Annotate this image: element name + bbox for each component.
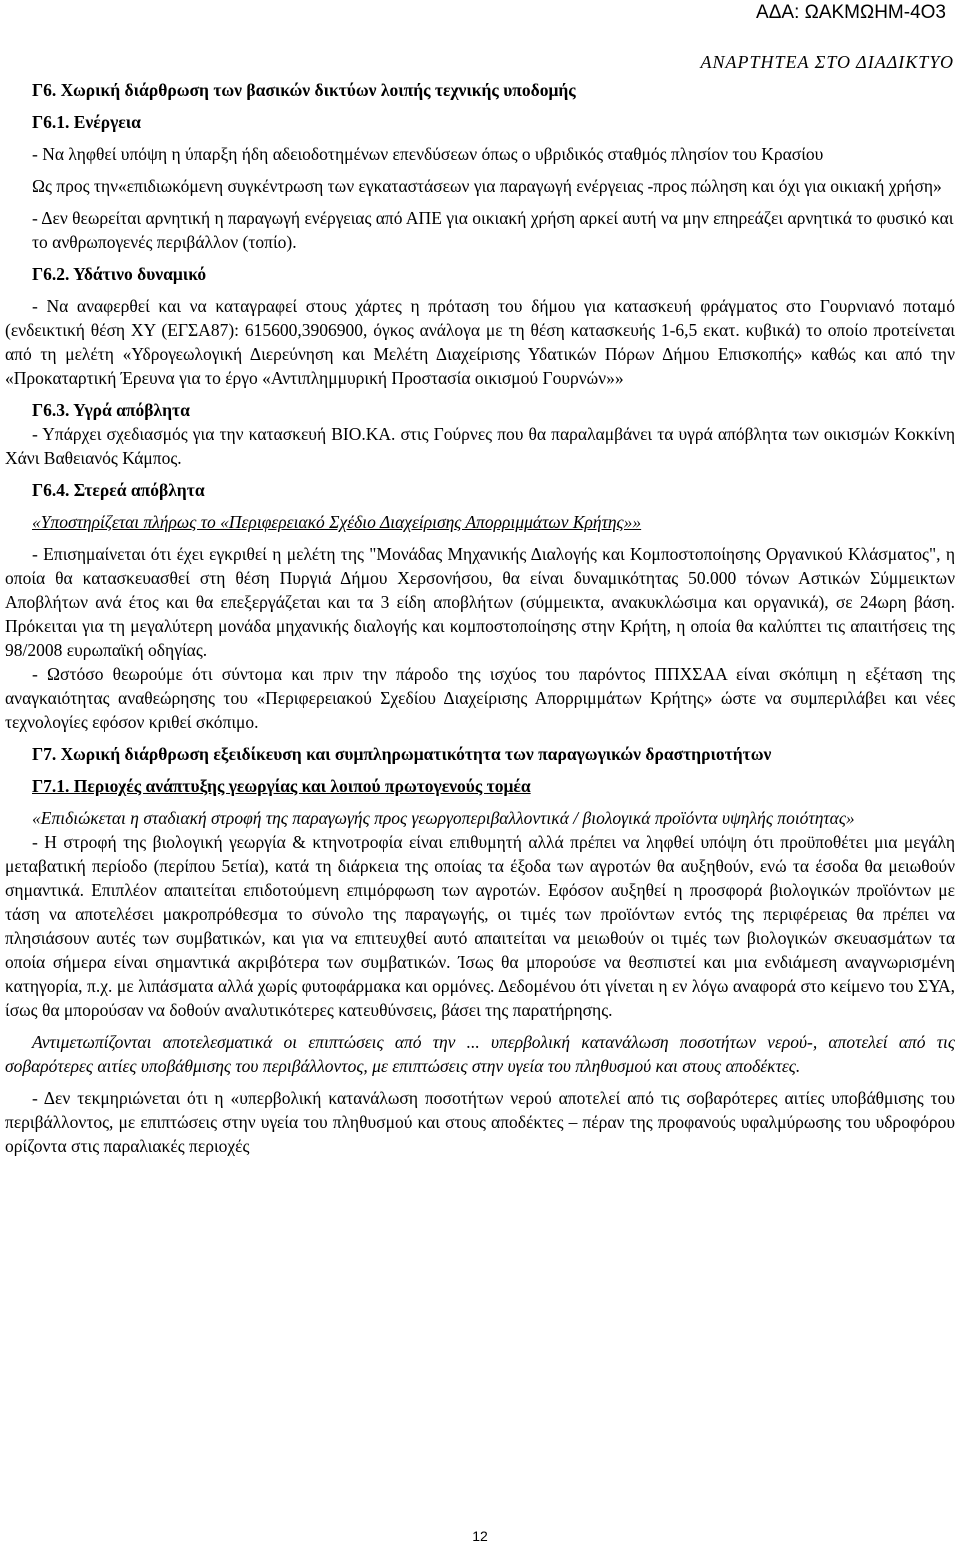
energy-paragraph-2: Ως προς την«επιδιωκόμενη συγκέντρωση των εγκαταστάσεων για παραγωγή ενέργειας -προς πώληση και όχι για οικιακή χρήση» (32, 176, 942, 196)
agriculture-paragraph-1: - Η στροφή της βιολογική γεωργία & κτηνοτροφία είναι επιθυμητή αλλά πρέπει να ληφθεί υπόψη ότι προϋποθέτει μια μεγάλη μεταβατική περίοδο (περίπου 5ετία), κατά τη διάρκεια της οποίας τα έξοδα των αγροτών θα αυξηθούν, ενώ τα έσοδα θα μειωθούν σημαντικά. Επιπλέον απαιτείται επιδοτούμενη επιμόρφωση των αγροτών. Εφόσον αυξηθεί η προσφορά βιολογικών προϊόντων με τάση να αποτελέσει μακροπρόθεσμα το σύνολο της παραγωγής, οι τιμές των προϊόντων εντός της περιφέρειας θα πρέπει να πλησιάσουν αυτές των συμβατικών, και για να επιτευχθεί αυτό απαιτείται να μειωθούν οι τιμές των βιολογικών σκευασμάτων τα οποία σήμερα είναι σημαντικά ακριβότερα των συμβατικών. Ίσως θα μπορούσε να θεσπιστεί και μια ενδιάμεση αναγνωρισμένη κατηγορία, π.χ. με λιπάσματα αλλά χωρίς φυτοφάρμακα και ορμόνες. Δεδομένου ότι γίνεται η εν λόγω αναφορά στο κείμενο του ΣΥΑ, ίσως θα μπορούσαν να δοθούν αναλυτικότερες κατευθύνσεις, βάσει της παρατήρησης. (5, 832, 955, 1020)
agriculture-paragraph-2: - Δεν τεκμηριώνεται ότι η «υπερβολική κατανάλωση ποσοτήτων νερού αποτελεί από τις σοβαρότερες αιτίες υποβάθμισης του περιβάλλοντος, με επιπτώσεις στην υγεία του πληθυσμού και στους αποδέκτες – πέραν της προφανούς υφαλμύρωσης του υδροφόρου ορίζοντα στις παραλιακές περιοχές (5, 1088, 955, 1156)
liquid-waste-paragraph: - Υπάρχει σχεδιασμός για την κατασκευή ΒΙΟ.ΚΑ. στις Γούρνες που θα παραλαμβάνει τα υγρά απόβλητα των οικισμών Κοκκίνη Χάνι Βαθειανός Κάμπος. (5, 424, 955, 468)
section-g6-4-title: Γ6.4. Στερεά απόβλητα (32, 480, 205, 500)
agriculture-quote-2: Αντιμετωπίζονται αποτελεσματικά οι επιπτώσεις από την ... υπερβολική κατανάλωση ποσοτήτων νερού-, αποτελεί από τις σοβαρότερες αιτίες υποβάθμισης του περιβάλλοντος, με επιπτώσεις στην υγεία του πληθυσμού και στους αποδέκτες. (5, 1032, 955, 1076)
posted-notice: ΑΝΑΡΤΗΤΕΑ ΣΤΟ ΔΙΑΔΙΚΤΥΟ (700, 52, 954, 72)
agriculture-quote: «Επιδιώκεται η σταδιακή στροφή της παραγωγής προς γεωργοπεριβαλλοντικά / βιολογικά προϊόντα υψηλής ποιότητας» (32, 808, 855, 828)
water-paragraph: - Να αναφερθεί και να καταγραφεί στους χάρτες η πρόταση του δήμου για κατασκευή φράγματος στο Γουρνιανό ποταμό (ενδεικτική θέση ΧΥ (ΕΓΣΑ87): 615600,3906900, όγκος ανάλογα με τη θέση κατασκευής 1-6,5 εκατ. κυβικά) το οποίο προτείνεται από τη μελέτη «Υδρογεωλογική Διερεύνηση και Μελέτη Διαχείρισης Υδατικών Πόρων Δήμου Επισκοπής» καθώς και από την «Προκαταρτική Έρευνα για το έργο «Αντιπλημμυρική Προστασία οικισμού Γουρνών»» (5, 296, 955, 388)
section-g6-2-title: Γ6.2. Υδάτινο δυναμικό (32, 264, 207, 284)
energy-paragraph-3: - Δεν θεωρείται αρνητική η παραγωγή ενέργειας από ΑΠΕ για οικιακή χρήση αρκεί αυτή να μην επηρεάζει αρνητικά το φυσικό και το ανθρωπογενές περιβάλλον (τοπίο). (32, 208, 954, 252)
energy-paragraph-1: - Να ληφθεί υπόψη η ύπαρξη ήδη αδειοδοτημένων επενδύσεων όπως ο υβριδικός σταθμός πλησίον του Κρασίου (32, 144, 824, 164)
section-g6-3-title: Γ6.3. Υγρά απόβλητα (32, 400, 190, 420)
ada-code: ΑΔΑ: ΩΑΚΜΩΗΜ-4Ο3 (756, 2, 946, 23)
section-g7-1-title: Γ7.1. Περιοχές ανάπτυξης γεωργίας και λοιπού πρωτογενούς τομέα (32, 776, 531, 796)
section-g6-title: Γ6. Χωρική διάρθρωση των βασικών δικτύων λοιπής τεχνικής υποδομής (32, 80, 576, 100)
solid-waste-paragraph-2: - Ωστόσο θεωρούμε ότι σύντομα και πριν την πάροδο της ισχύος του παρόντος ΠΠΧΣΑΑ είναι σκόπιμη η εξέταση της αναγκαιότητας αναθεώρησης του «Περιφερειακού Σχεδίου Διαχείρισης Απορριμμάτων Κρήτης» ώστε να συμπεριλάβει και νέες τεχνολογίες εφόσον κριθεί σκόπιμο. (5, 664, 955, 732)
section-g6-1-title: Γ6.1. Ενέργεια (32, 112, 141, 132)
solid-waste-paragraph-1: - Επισημαίνεται ότι έχει εγκριθεί η μελέτη της "Μονάδας Μηχανικής Διαλογής και Κομποστοποίησης Οργανικού Κλάσματος", η οποία θα κατασκευασθεί στη θέση Πυργιά Δήμου Χερσονήσου, θα είναι δυναμικότητας 50.000 τόνων Αστικών Σύμμεικτων Αποβλήτων ανά έτος και θα επεξεργάζεται και τα 3 είδη αποβλήτων (σύμμεικτα, ανακυκλώσιμα και οργανικά), σε 24ωρη βάση. Πρόκειται για τη μεγαλύτερη μονάδα μηχανικής διαλογής και κομποστοποίησης στην Κρήτη, η οποία θα καλύπτει τις απαιτήσεις της 98/2008 ευρωπαϊκή οδηγίας. (5, 544, 955, 660)
section-g7-title: Γ7. Χωρική διάρθρωση εξειδίκευση και συμπληρωματικότητα των παραγωγικών δραστηριοτήτων (32, 744, 772, 764)
document-body (5, 78, 955, 1158)
page-number: 12 (472, 1528, 488, 1544)
solid-waste-quote: «Υποστηρίζεται πλήρως το «Περιφερειακό Σχέδιο Διαχείρισης Απορριμμάτων Κρήτης»» (32, 512, 642, 532)
